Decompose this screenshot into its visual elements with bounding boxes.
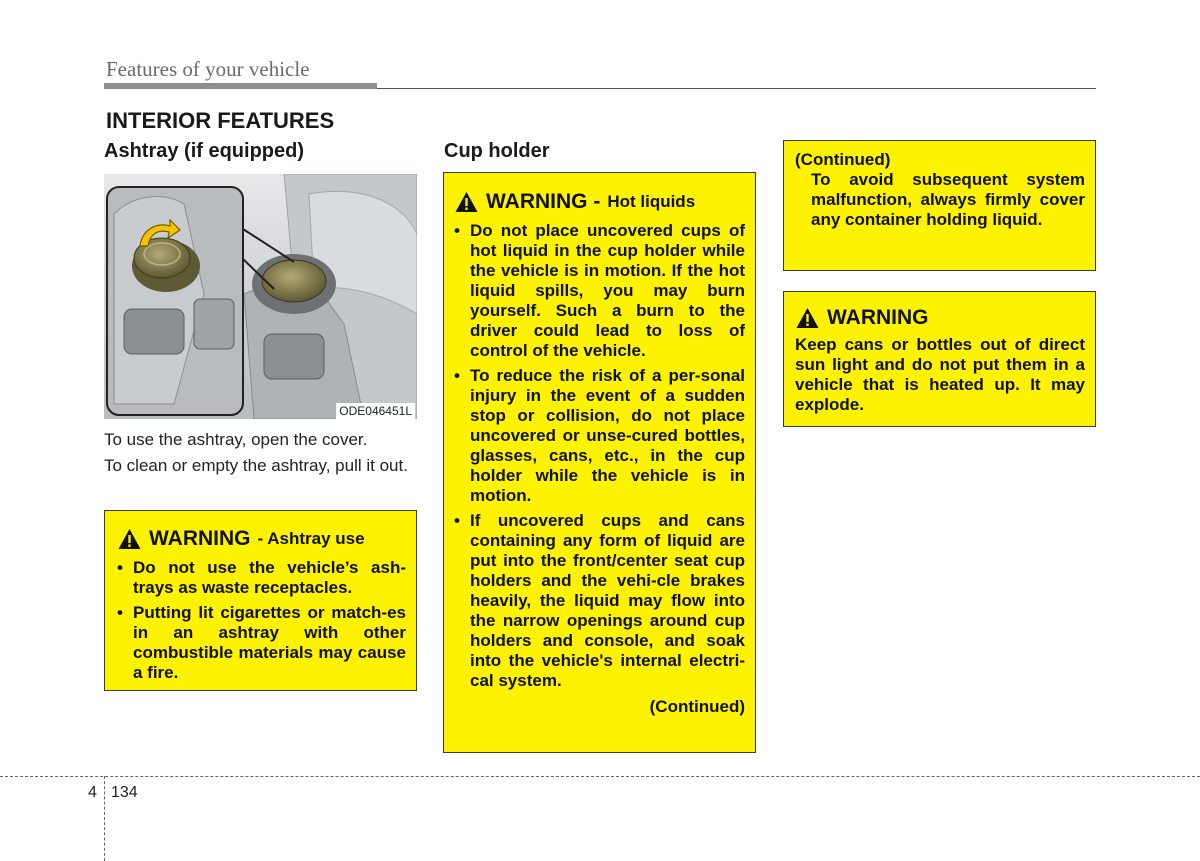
warning-text: Keep cans or bottles out of direct sun light and do not put them in a vehicle that is heated up. It may explode.: [795, 335, 1085, 414]
warning-title: WARNING: [827, 306, 929, 329]
warning-list: [117, 558, 406, 683]
ashtray-warning-box: [104, 510, 417, 691]
ashtray-heading: Ashtray (if equipped): [104, 140, 305, 162]
cup-holder-warning-box: [443, 172, 756, 753]
chapter-number: 4: [88, 784, 97, 801]
warning-list: [454, 221, 745, 691]
list-item: • If uncovered cups and cans containing any form of liquid are put into the front/center seat cup holders and the vehi-cle brakes heavily, the liquid may flow into the narrow openings around cup holders and console, and soak into the vehicle's internal electri-cal system.: [454, 511, 745, 690]
warning-header: [795, 305, 1085, 331]
page-number: 134: [111, 784, 138, 801]
warning-subtitle: Hot liquids: [607, 192, 696, 211]
footer-divider: [0, 776, 1200, 777]
running-header: Features of your vehicle: [106, 57, 310, 81]
footer-vertical-divider: [104, 776, 105, 861]
sun-warning-box: [783, 291, 1096, 427]
continued-warning-box: [783, 140, 1096, 271]
section-title: INTERIOR FEATURES: [106, 108, 335, 133]
continued-heading: (Continued): [795, 150, 891, 169]
continued-text: To avoid subsequent system malfunction, always firmly cover any container holding liquid.: [811, 170, 1085, 229]
header-rule-thick: [104, 83, 377, 89]
list-item: • Do not use the vehicle’s ash-trays as waste receptacles.: [117, 558, 406, 597]
header-rule-thin: [377, 88, 1096, 89]
continued-label: (Continued): [649, 697, 745, 716]
warning-header: [117, 526, 406, 552]
ashtray-para-2: To clean or empty the ashtray, pull it out.: [104, 456, 408, 475]
cup-holder-heading: Cup holder: [444, 140, 550, 162]
warning-title: WARNING: [149, 527, 251, 550]
list-item: • To reduce the risk of a per-sonal injury in the event of a sudden stop or collision, do not place uncovered or unse-cured bottles, glasses, cans, etc., in the cup holder while the vehicle is in motion.: [454, 366, 745, 505]
ashtray-figure: [104, 174, 417, 419]
list-item: • Do not place uncovered cups of hot liquid in the cup holder while the vehicle is in motion. If the hot liquid spills, you may burn yourself. Such a burn to the driver could lead to loss of control of the vehicle.: [454, 221, 745, 360]
warning-triangle-icon: [117, 528, 142, 550]
warning-subtitle: - Ashtray use: [257, 529, 365, 548]
warning-triangle-icon: [454, 191, 479, 213]
warning-title: WARNING -: [486, 190, 601, 213]
list-item: • Putting lit cigarettes or match-es in an ashtray with other combustible materials may cause a fire.: [117, 603, 406, 682]
ashtray-para-1: To use the ashtray, open the cover.: [104, 430, 368, 449]
figure-code: ODE046451L: [336, 403, 415, 419]
warning-triangle-icon: [795, 307, 820, 329]
curved-arrow-icon: [136, 218, 182, 250]
warning-header: [454, 189, 745, 215]
